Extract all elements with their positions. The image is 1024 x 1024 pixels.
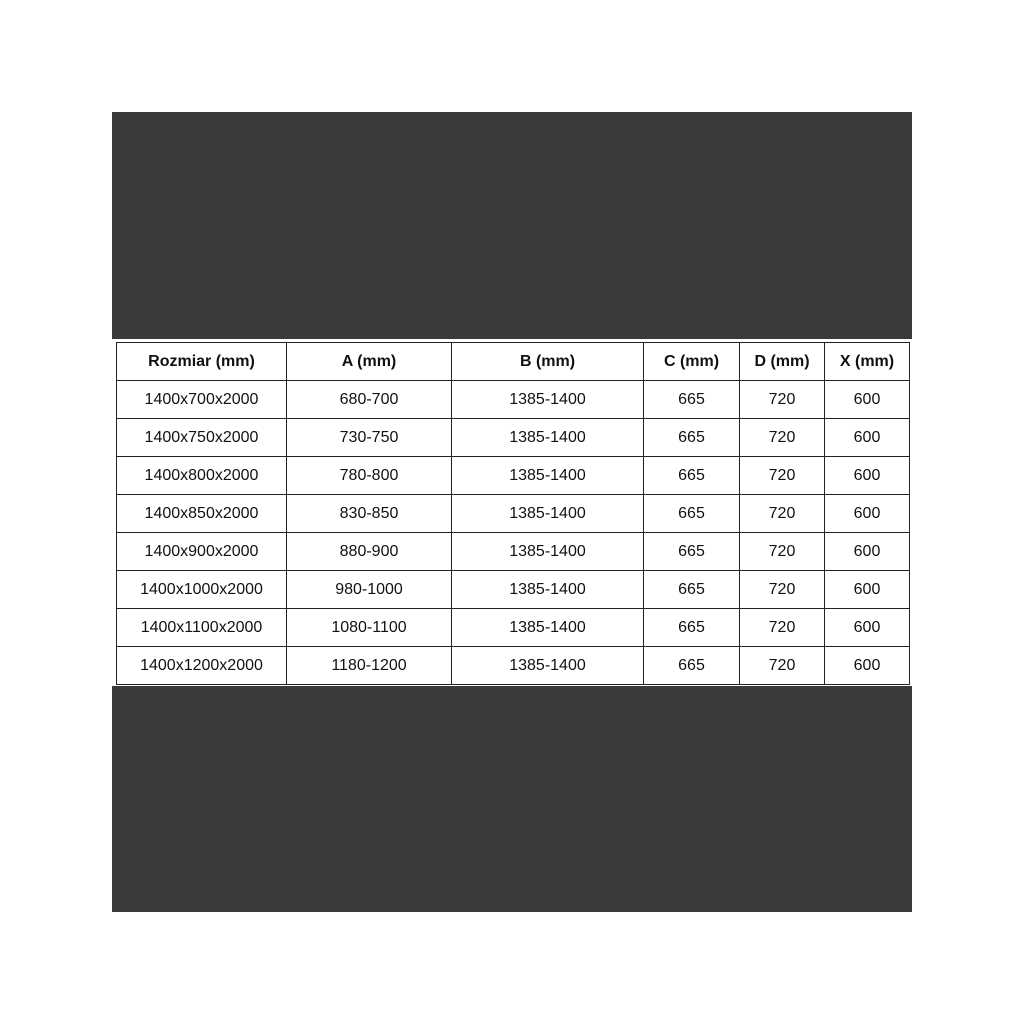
cell-b: 1385-1400	[452, 381, 644, 419]
cell-a: 730-750	[287, 419, 452, 457]
cell-x: 600	[825, 609, 910, 647]
cell-a: 830-850	[287, 495, 452, 533]
cell-c: 665	[644, 381, 740, 419]
cell-rozmiar: 1400x750x2000	[117, 419, 287, 457]
cell-rozmiar: 1400x1200x2000	[117, 647, 287, 685]
cell-d: 720	[740, 571, 825, 609]
cell-d: 720	[740, 533, 825, 571]
table-row	[117, 419, 910, 457]
cell-b: 1385-1400	[452, 533, 644, 571]
table-row	[117, 457, 910, 495]
cell-a: 1080-1100	[287, 609, 452, 647]
cell-c: 665	[644, 571, 740, 609]
table-row	[117, 495, 910, 533]
cell-d: 720	[740, 647, 825, 685]
cell-rozmiar: 1400x900x2000	[117, 533, 287, 571]
dimension-table-container	[112, 339, 912, 686]
cell-x: 600	[825, 571, 910, 609]
cell-rozmiar: 1400x850x2000	[117, 495, 287, 533]
header-b: B (mm)	[452, 343, 644, 381]
cell-c: 665	[644, 647, 740, 685]
cell-x: 600	[825, 647, 910, 685]
table-header-row	[117, 343, 910, 381]
cell-x: 600	[825, 419, 910, 457]
cell-b: 1385-1400	[452, 609, 644, 647]
cell-d: 720	[740, 381, 825, 419]
cell-b: 1385-1400	[452, 495, 644, 533]
cell-d: 720	[740, 495, 825, 533]
cell-rozmiar: 1400x700x2000	[117, 381, 287, 419]
cell-b: 1385-1400	[452, 647, 644, 685]
cell-rozmiar: 1400x1100x2000	[117, 609, 287, 647]
cell-d: 720	[740, 419, 825, 457]
table-row	[117, 381, 910, 419]
cell-rozmiar: 1400x1000x2000	[117, 571, 287, 609]
cell-c: 665	[644, 533, 740, 571]
table-row	[117, 609, 910, 647]
cell-c: 665	[644, 419, 740, 457]
cell-x: 600	[825, 495, 910, 533]
cell-a: 780-800	[287, 457, 452, 495]
cell-a: 1180-1200	[287, 647, 452, 685]
cell-x: 600	[825, 381, 910, 419]
cell-c: 665	[644, 495, 740, 533]
cell-a: 980-1000	[287, 571, 452, 609]
header-x: X (mm)	[825, 343, 910, 381]
table-row	[117, 533, 910, 571]
cell-x: 600	[825, 457, 910, 495]
cell-b: 1385-1400	[452, 419, 644, 457]
header-d: D (mm)	[740, 343, 825, 381]
table-row	[117, 571, 910, 609]
cell-a: 680-700	[287, 381, 452, 419]
cell-c: 665	[644, 609, 740, 647]
header-c: C (mm)	[644, 343, 740, 381]
header-a: A (mm)	[287, 343, 452, 381]
cell-x: 600	[825, 533, 910, 571]
cell-rozmiar: 1400x800x2000	[117, 457, 287, 495]
dimension-table	[116, 342, 910, 685]
cell-b: 1385-1400	[452, 571, 644, 609]
cell-a: 880-900	[287, 533, 452, 571]
table-row	[117, 647, 910, 685]
header-rozmiar: Rozmiar (mm)	[117, 343, 287, 381]
cell-b: 1385-1400	[452, 457, 644, 495]
cell-c: 665	[644, 457, 740, 495]
cell-d: 720	[740, 457, 825, 495]
cell-d: 720	[740, 609, 825, 647]
